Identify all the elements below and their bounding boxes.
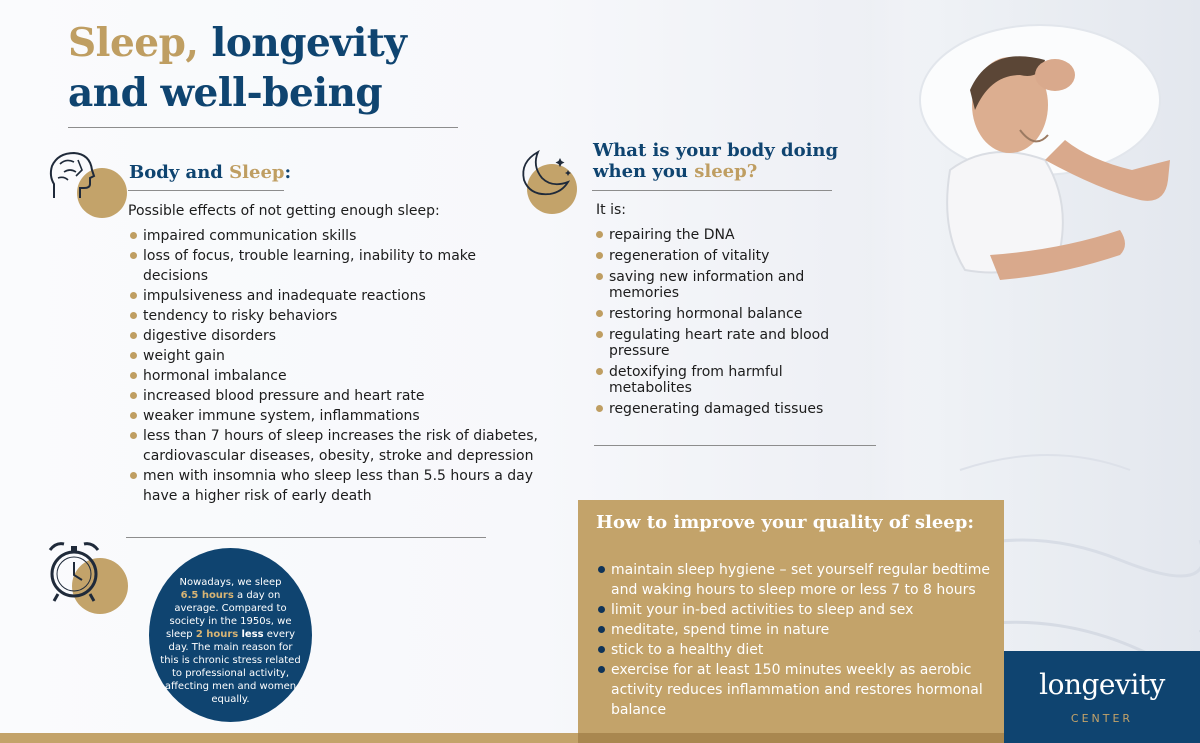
stat-text-3: every day. The main reason for this is chronic stress related to professional activity, affecting men and women equally. <box>160 629 301 705</box>
page-title <box>68 18 406 118</box>
body-doing-bottom-rule <box>594 445 876 446</box>
activity-item: regeneration of vitality <box>594 248 844 264</box>
body-doing-rule <box>592 190 832 191</box>
activity-item: saving new information and memories <box>594 269 844 301</box>
activity-item: regulating heart rate and blood pressure <box>594 327 844 359</box>
effect-item: loss of focus, trouble learning, inability to make decisions <box>128 246 538 286</box>
stat-highlight-less: less <box>241 629 264 640</box>
brain-head-icon <box>46 150 104 204</box>
effect-item: digestive disorders <box>128 326 538 346</box>
effect-item: impaired communication skills <box>128 226 538 246</box>
activity-item: restoring hormonal balance <box>594 306 844 322</box>
tip-item: exercise for at least 150 minutes weekly as aerobic activity reduces inflammation and restores hormonal balance <box>596 660 991 720</box>
activity-item: detoxifying from harmful metabolites <box>594 364 844 396</box>
stat-highlight-2-hours: 2 hours <box>195 629 239 640</box>
logo-subtitle: CENTER <box>1070 712 1134 725</box>
body-sleep-heading-gold: Sleep <box>229 162 285 183</box>
improve-heading: How to improve your quality of sleep: <box>596 512 974 533</box>
effect-item: weight gain <box>128 346 538 366</box>
body-doing-heading <box>593 140 838 182</box>
improve-tips-list <box>596 560 991 720</box>
bottom-gold-bar <box>0 733 578 743</box>
activity-item: regenerating damaged tissues <box>594 401 844 417</box>
body-activity-list <box>594 227 844 422</box>
tip-item: meditate, spend time in nature <box>596 620 991 640</box>
effect-item: impulsiveness and inadequate reactions <box>128 286 538 306</box>
sleep-deprivation-effects-list <box>128 226 538 506</box>
body-sleep-heading <box>129 162 291 183</box>
left-divider-rule <box>126 537 486 538</box>
body-doing-intro: It is: <box>596 202 626 218</box>
body-doing-heading-gold: sleep? <box>694 161 758 182</box>
body-sleep-intro: Possible effects of not getting enough sleep: <box>128 203 440 219</box>
body-sleep-rule <box>128 190 284 191</box>
effect-item: weaker immune system, inflammations <box>128 406 538 426</box>
logo-wordmark: longevity <box>1039 668 1165 701</box>
effect-item: less than 7 hours of sleep increases the risk of diabetes, cardiovascular diseases, obesity, stroke and depression <box>128 426 538 466</box>
title-rule <box>68 127 458 128</box>
effect-item: hormonal imbalance <box>128 366 538 386</box>
title-gold-word: Sleep, <box>68 20 199 66</box>
effect-item: increased blood pressure and heart rate <box>128 386 538 406</box>
body-doing-heading-line1: What is your body doing <box>593 140 839 161</box>
title-blue-word: longevity <box>211 20 407 66</box>
stat-text-2: a day on average. Compared to society in the 1950s, we sleep <box>165 590 292 640</box>
title-line2: and well-being <box>68 70 383 116</box>
effect-item: tendency to risky behaviors <box>128 306 538 326</box>
bottom-gold-bar-dark <box>578 733 1004 743</box>
body-sleep-heading-colon: : <box>284 162 292 183</box>
stat-text-1: Nowadays, we sleep <box>179 577 282 588</box>
moon-stars-icon <box>516 148 576 198</box>
stat-text <box>158 576 303 706</box>
body-sleep-heading-blue: Body and <box>129 162 223 183</box>
tip-item: limit your in-bed activities to sleep and sex <box>596 600 991 620</box>
body-doing-heading-blue: when you <box>593 161 688 182</box>
stat-highlight-hours: 6.5 hours <box>180 590 234 601</box>
activity-item: repairing the DNA <box>594 227 844 243</box>
tip-item: stick to a healthy diet <box>596 640 991 660</box>
tip-item: maintain sleep hygiene – set yourself regular bedtime and waking hours to sleep more or less 7 to 8 hours <box>596 560 991 600</box>
effect-item: men with insomnia who sleep less than 5.5 hours a day have a higher risk of early death <box>128 466 538 506</box>
alarm-clock-icon <box>44 538 104 604</box>
